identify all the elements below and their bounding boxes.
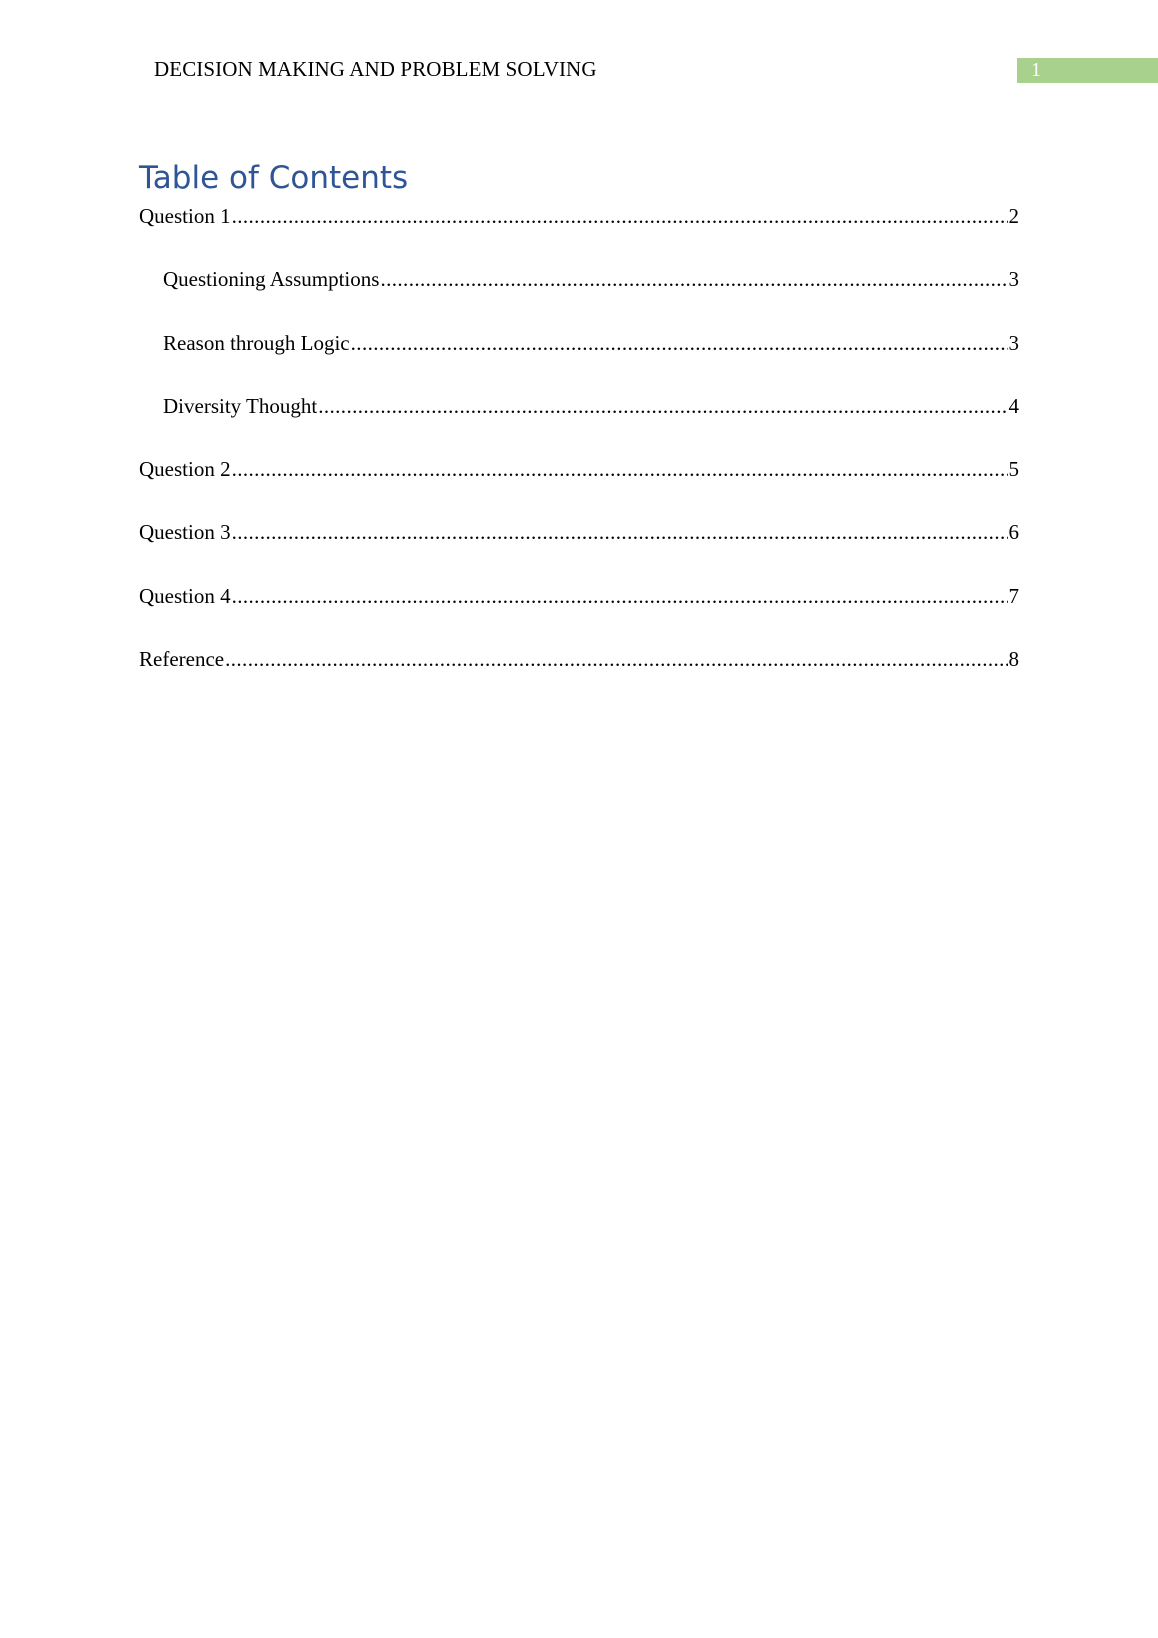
toc-entry-question-1[interactable]	[139, 202, 1019, 230]
toc-entry-page-number: 6	[1008, 520, 1019, 545]
toc-entry-reference[interactable]	[139, 645, 1019, 673]
toc-heading: Table of Contents	[139, 160, 409, 196]
toc-entry-label: Question 2	[139, 457, 231, 482]
toc-dot-leader	[232, 518, 1008, 546]
toc-entry-label: Question 1	[139, 204, 231, 228]
toc-entry-page-number: 2	[1008, 204, 1019, 228]
toc-dot-leader	[232, 455, 1008, 483]
page-number-badge: 1	[1017, 58, 1158, 83]
toc-entry-page-number: 3	[1008, 330, 1019, 355]
toc-entry-reason-through-logic[interactable]	[139, 329, 1019, 357]
toc-entry-label: Question 3	[139, 520, 231, 545]
toc-entry-page-number: 5	[1008, 457, 1019, 482]
toc-entry-label: Diversity Thought	[163, 393, 318, 418]
toc-entry-page-number: 4	[1008, 393, 1019, 418]
toc-entry-question-3[interactable]	[139, 518, 1019, 546]
toc-entry-diversity-thought[interactable]	[139, 392, 1019, 420]
toc-dot-leader	[318, 392, 1007, 420]
toc-entry-question-2[interactable]	[139, 455, 1019, 483]
toc-dot-leader	[232, 582, 1008, 610]
toc-entry-questioning-assumptions[interactable]	[139, 265, 1019, 293]
running-header-title: DECISION MAKING AND PROBLEM SOLVING	[154, 57, 597, 81]
toc-entry-question-4[interactable]	[139, 582, 1019, 610]
toc-entry-label: Questioning Assumptions	[163, 267, 380, 292]
toc-dot-leader	[232, 202, 1008, 230]
toc-dot-leader	[225, 645, 1007, 673]
toc-entry-label: Question 4	[139, 583, 231, 608]
toc-entry-page-number: 3	[1008, 267, 1019, 292]
toc-entry-label: Reference	[139, 647, 225, 672]
table-of-contents	[139, 202, 1019, 708]
toc-dot-leader	[380, 265, 1007, 293]
toc-entry-label: Reason through Logic	[163, 330, 350, 355]
toc-entry-page-number: 7	[1008, 583, 1019, 608]
toc-dot-leader	[351, 329, 1008, 357]
toc-entry-page-number: 8	[1008, 647, 1019, 672]
